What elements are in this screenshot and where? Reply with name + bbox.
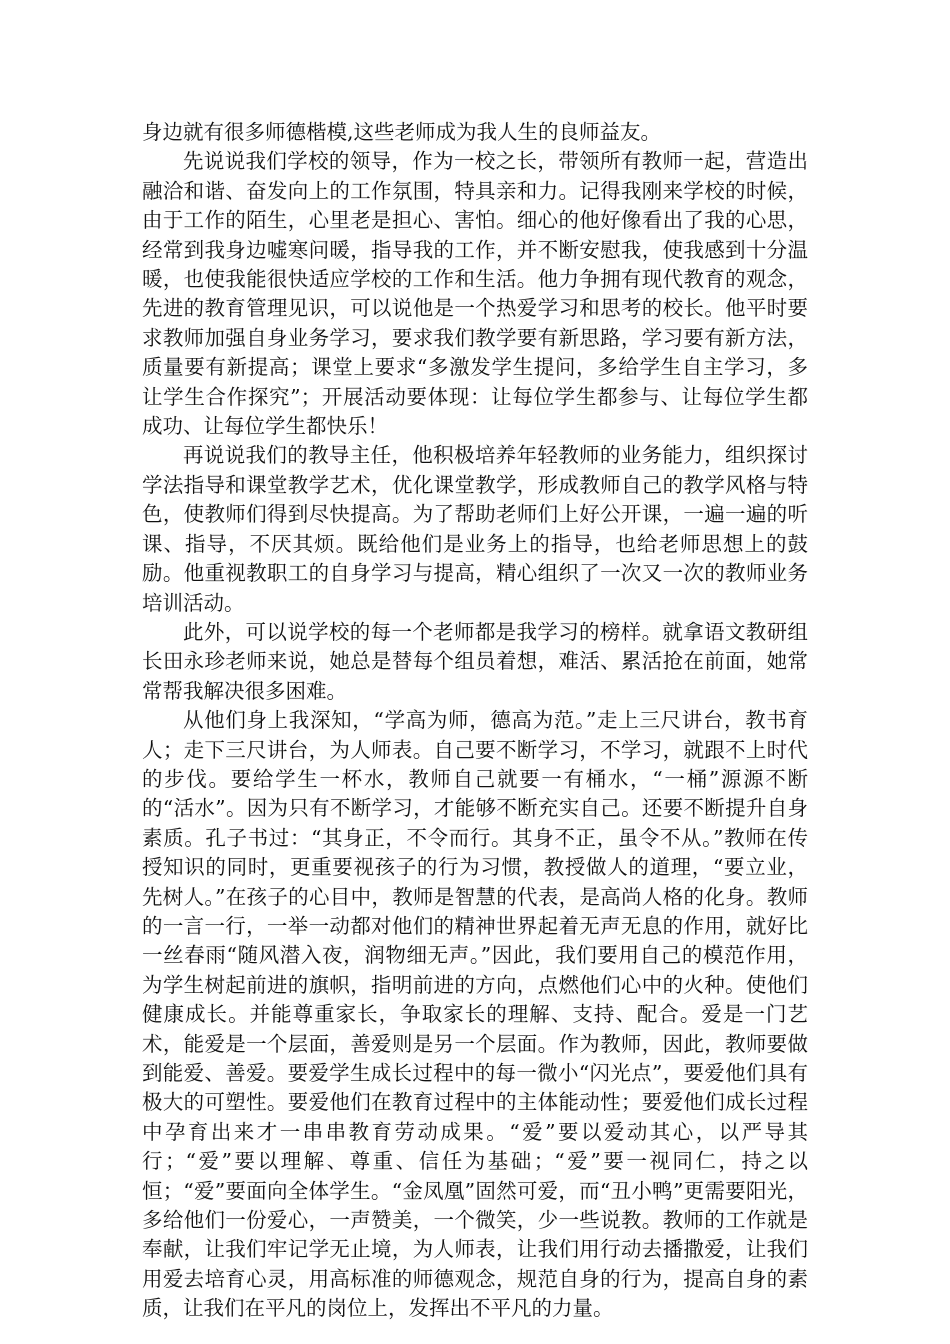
document-body bbox=[142, 118, 808, 1324]
paragraph-principal: 先说说我们学校的领导，作为一校之长，带领所有教师一起，营造出融洽和谐、奋发向上的工作氛围，特具亲和力。记得我刚来学校的时候，由于工作的陌生，心里老是担心、害怕。细心的他好像看出了我的心思，经常到我身边嘘寒问暖，指导我的工作，并不断安慰我，使我感到十分温暖，也使我能很快适应学校的工作和生活。他力争拥有现代教育的观念，先进的教育管理见识，可以说他是一个热爱学习和思考的校长。他平时要求教师加强自身业务学习，要求我们教学要有新思路，学习要有新方法，质量要有新提高；课堂上要求“多激发学生提问，多给学生自主学习，多让学生合作探究”；开展活动要体现：让每位学生都参与、让每位学生都成功、让每位学生都快乐！ bbox=[142, 149, 808, 439]
paragraph-continuation: 身边就有很多师德楷模,这些老师成为我人生的良师益友。 bbox=[142, 120, 662, 144]
paragraph-teachers: 此外，可以说学校的每一个老师都是我学习的榜样。就拿语文教研组长田永珍老师来说，她总是替每个组员着想，难活、累活抢在前面，她常常帮我解决很多困难。 bbox=[142, 619, 808, 703]
paragraph-reflection: 从他们身上我深知，“学高为师，德高为范。”走上三尺讲台，教书育人；走下三尺讲台，为人师表。自己要不断学习，不学习，就跟不上时代的步伐。要给学生一杯水，教师自己就要一有桶水，“一桶”源源不断的“活水”。因为只有不断学习，才能够不断充实自己。还要不断提升自身素质。孔子书过：“其身正，不令而行。其身不正，虽令不从。”教师在传授知识的同时，更重要视孩子的行为习惯，教授做人的道理，“要立业，先树人。”在孩子的心目中，教师是智慧的代表，是高尚人格的化身。教师的一言一行，一举一动都对他们的精神世界起着无声无息的作用，就好比一丝春雨“随风潜入夜，润物细无声。”因此，我们要用自己的模范作用，为学生树起前进的旗帜，指明前进的方向，点燃他们心中的火种。使他们健康成长。并能尊重家长，争取家长的理解、支持、配合。爱是一门艺术，能爱是一个层面，善爱则是另一个层面。作为教师，因此，教师要做到能爱、善爱。要爱学生成长过程中的每一微小“闪光点”，要爱他们具有极大的可塑性。要爱他们在教育过程中的主体能动性；要爱他们成长过程中孕育出来才一串串教育劳动成果。“爱”要以爱动其心，以严导其行；“爱”要以理解、尊重、信任为基础；“爱”要一视同仁，持之以恒；“爱”要面向全体学生。“金凤凰”固然可爱，而“丑小鸭”更需要阳光，多给他们一份爱心，一声赞美，一个微笑，少一些说教。教师的工作就是奉献，让我们牢记学无止境，为人师表，让我们用行动去播撒爱，让我们用爱去培育心灵，用高标准的师德观念，规范自身的行为，提高自身的素质，让我们在平凡的岗位上，发挥出不平凡的力量。 bbox=[142, 708, 808, 1321]
paragraph-dean: 再说说我们的教导主任，他积极培养年轻教师的业务能力，组织探讨学法指导和课堂教学艺术，优化课堂教学，形成教师自己的教学风格与特色，使教师们得到尽快提高。为了帮助老师们上好公开课，一遍一遍的听课、指导，不厌其烦。既给他们是业务上的指导，也给老师思想上的鼓励。他重视教职工的自身学习与提高，精心组织了一次又一次的教师业务培训活动。 bbox=[142, 443, 808, 615]
